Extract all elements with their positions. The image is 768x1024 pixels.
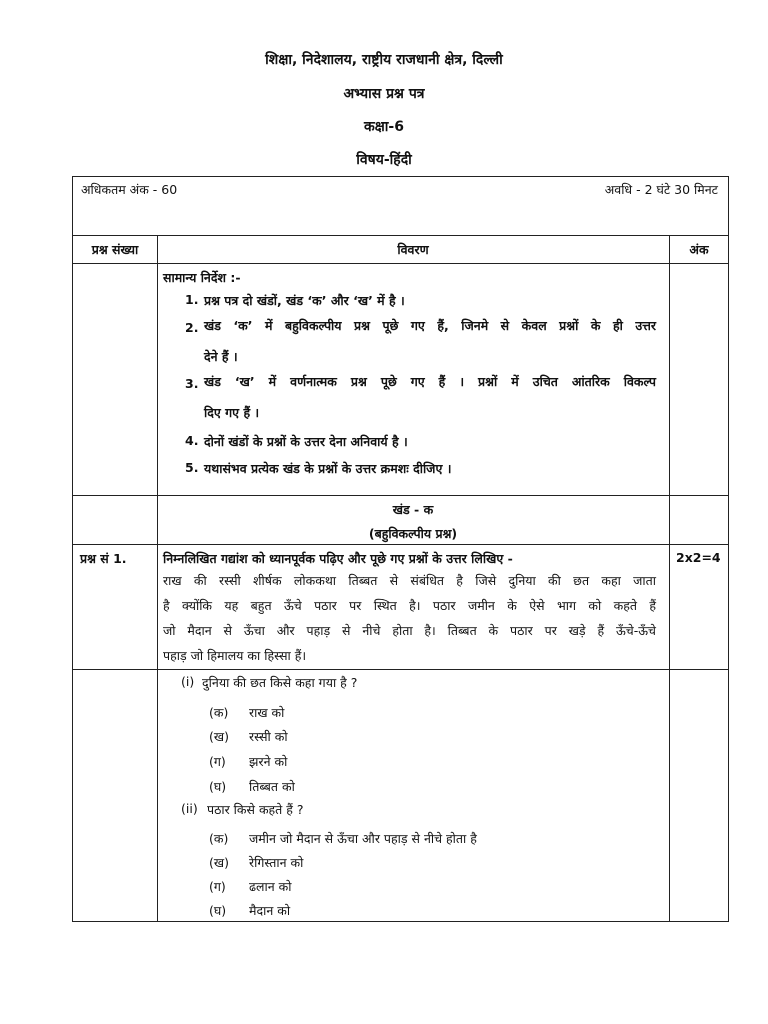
instruction-text: दिए गए हैं । [204, 405, 260, 420]
instruction-text: खंड ‘ख’ में वर्णनात्मक प्रश्न पूछे गए हैं । प्रश्नों में उचित आंतरिक विकल्प [204, 374, 656, 389]
subquestion-label: (ii) [181, 801, 198, 816]
option-text: ढलान को [249, 879, 292, 894]
subquestion-label: (i) [181, 674, 195, 689]
question-prompt: निम्नलिखित गद्यांश को ध्यानपूर्वक पढ़िए और पूछे गए प्रश्नों के उत्तर लिखिए - [163, 551, 513, 566]
class-title: कक्षा-6 [364, 119, 404, 135]
column-divider [157, 235, 158, 921]
section-subtitle: (बहुविकल्पीय प्रश्न) [368, 526, 458, 541]
question-table [72, 176, 729, 922]
option-text: जमीन जो मैदान से ऊँचा और पहाड़ से नीचे होता है [249, 831, 477, 846]
option-key: (घ) [209, 903, 227, 918]
option-key: (ख) [209, 729, 229, 744]
row-divider [73, 669, 728, 670]
subject-title: विषय-हिंदी [356, 152, 412, 168]
passage-line: जो मैदान से ऊँचा और पहाड़ से नीचे होता है। तिब्बत के पठार पर खड़े हैं ऊँचे-ऊँचे [163, 623, 656, 638]
instruction-number: 1. [185, 292, 199, 307]
column-divider [669, 235, 670, 921]
instruction-text: देने हैं । [204, 349, 238, 364]
passage-line: पहाड़ जो हिमालय का हिस्सा हैं। [163, 648, 307, 663]
duration: अवधि - 2 घंटे 30 मिनट [604, 182, 718, 197]
row-divider [73, 263, 728, 264]
row-divider [73, 495, 728, 496]
option-text: झरने को [249, 754, 288, 769]
question-number: प्रश्न सं 1. [80, 551, 127, 566]
subquestion-text: दुनिया की छत किसे कहा गया है ? [202, 675, 358, 690]
instruction-number: 5. [185, 460, 199, 475]
column-header-details: विवरण [397, 242, 429, 257]
column-header-qno: प्रश्न संख्या [91, 242, 139, 257]
subquestion-text: पठार किसे कहते हैं ? [207, 802, 304, 817]
row-divider [73, 544, 728, 545]
question-marks: 2x2=4 [676, 550, 721, 565]
option-key: (ग) [209, 879, 226, 894]
instruction-text: यथासंभव प्रत्येक खंड के प्रश्नों के उत्तर क्रमशः दीजिए । [204, 461, 452, 476]
instruction-number: 4. [185, 433, 199, 448]
instruction-text: दोनों खंडों के प्रश्नों के उत्तर देना अनिवार्य है । [204, 434, 408, 449]
instructions-title: सामान्य निर्देश :- [163, 270, 241, 285]
option-text: रस्सी को [249, 729, 288, 744]
option-text: रेगिस्तान को [249, 855, 304, 870]
passage-line: राख की रस्सी शीर्षक लोककथा तिब्बत से संबंधित है जिसे दुनिया की छत कहा जाता [163, 573, 656, 588]
paper-title: अभ्यास प्रश्न पत्र [343, 86, 425, 102]
instruction-number: 3. [185, 376, 199, 391]
section-title: खंड - क [392, 502, 434, 517]
option-text: राख को [249, 705, 285, 720]
row-divider [73, 235, 728, 236]
board-title: शिक्षा, निदेशालय, राष्ट्रीय राजधानी क्षेत्र, दिल्ली [265, 52, 503, 68]
instruction-text: खंड ‘क’ में बहुविकल्पीय प्रश्न पूछे गए हैं, जिनमे से केवल प्रश्नों के ही उत्तर [204, 318, 656, 333]
option-key: (क) [209, 831, 229, 846]
max-marks: अधिकतम अंक - 60 [81, 182, 178, 197]
instruction-number: 2. [185, 320, 199, 335]
option-text: मैदान को [249, 903, 291, 918]
option-text: तिब्बत को [249, 779, 295, 794]
option-key: (ख) [209, 855, 229, 870]
option-key: (घ) [209, 779, 227, 794]
passage-line: है क्योंकि यह बहुत ऊँचे पठार पर स्थित है। पठार जमीन के ऐसे भाग को कहते हैं [163, 598, 656, 613]
column-header-marks: अंक [689, 242, 709, 257]
option-key: (क) [209, 705, 229, 720]
instruction-text: प्रश्न पत्र दो खंडों, खंड ‘क’ और ‘ख’ में है । [204, 293, 405, 308]
option-key: (ग) [209, 754, 226, 769]
